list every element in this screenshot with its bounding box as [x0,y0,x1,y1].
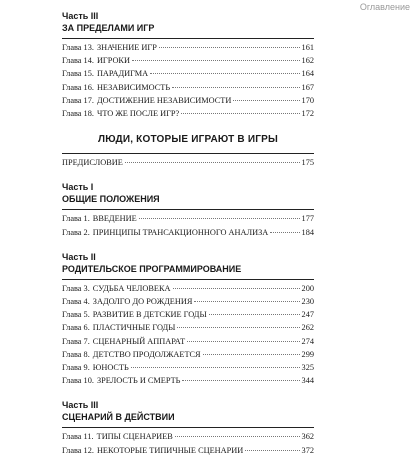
part-3a-section [62,10,314,120]
divider [62,209,314,210]
page-number: 344 [301,376,314,386]
leader-dots [233,100,299,101]
chapter-title: ЗАДОЛГО ДО РОЖДЕНИЯ [92,297,193,307]
chapter-number: Глава 2. [62,227,90,237]
toc-entry[interactable] [62,295,314,308]
toc-entry[interactable] [62,361,314,374]
part-title: ЗА ПРЕДЕЛАМИ ИГР [62,23,155,33]
chapter-title: ЗНАЧЕНИЕ ИГР [96,43,157,52]
part-label: Часть I [62,182,94,193]
toc-entry[interactable] [62,81,314,94]
leader-dots [177,327,299,328]
chapter-number: Глава 13. [62,43,94,52]
chapter-title: ПАРАДИГМА [96,69,149,79]
chapter-number: Глава 1. [62,214,90,224]
chapter-title: ЮНОСТЬ [92,363,129,373]
page-number: 247 [301,310,314,320]
part-title: ОБЩИЕ ПОЛОЖЕНИЯ [62,194,160,205]
toc-entry[interactable] [62,308,314,321]
part-label: Часть III [62,400,99,411]
divider [62,427,314,428]
chapter-number: Глава 8. [62,349,90,359]
chapter-title: НЕКОТОРЫЕ ТИПИЧНЫЕ СЦЕНАРИИ [96,445,244,455]
chapter-number: Глава 10. [62,376,94,386]
leader-dots [270,232,299,233]
leader-dots [187,341,299,342]
leader-dots [125,162,300,163]
chapter-title: ДЕТСТВО ПРОДОЛЖАЕТСЯ [92,349,201,359]
page-number: 372 [301,445,314,455]
page-number: 184 [301,227,314,237]
leader-dots [159,47,300,48]
toc-entry[interactable] [62,430,314,443]
chapter-number: Глава 17. [62,95,94,105]
toc-entry[interactable] [62,67,314,80]
preface-title: ПРЕДИСЛОВИЕ [62,158,123,168]
leader-dots [194,301,299,302]
page-number: 230 [301,297,314,307]
chapter-number: Глава 16. [62,82,94,92]
leader-dots [150,73,299,74]
page-number: 262 [301,323,314,333]
leader-dots [175,436,300,437]
toc-entry[interactable] [62,41,314,54]
chapter-number: Глава 15. [62,69,94,79]
toc-page [62,10,314,457]
page-number: 177 [301,214,314,224]
chapter-number: Глава 18. [62,109,94,119]
chapter-number: Глава 14. [62,56,94,66]
leader-dots [181,113,299,114]
chapter-title: ПРИНЦИПЫ ТРАНСАКЦИОННОГО АНАЛИЗА [92,227,269,237]
part-2-section [62,251,314,388]
toc-entry[interactable] [62,321,314,334]
leader-dots [139,218,300,219]
leader-dots [172,87,299,88]
chapter-title: ТИПЫ СЦЕНАРИЕВ [96,432,173,442]
page-number: 172 [301,109,314,119]
leader-dots [131,367,300,368]
leader-dots [173,288,300,289]
divider [62,38,314,39]
chapter-title: ИГРОКИ [96,56,130,66]
chapter-title: ЧТО ЖЕ ПОСЛЕ ИГР? [96,109,180,119]
leader-dots [203,354,300,355]
chapter-number: Глава 6. [62,323,90,333]
chapter-title: ВВЕДЕНИЕ [92,214,137,224]
chapter-number: Глава 5. [62,310,90,320]
chapter-number: Глава 3. [62,283,90,293]
leader-dots [132,60,300,61]
page-number: 200 [301,283,314,293]
chapter-number: Глава 9. [62,363,90,373]
chapter-title: НЕЗАВИСИМОСТЬ [96,82,171,92]
toc-entry[interactable] [62,226,314,239]
part-title: СЦЕНАРИЙ В ДЕЙСТВИИ [62,412,175,423]
page-number: 164 [301,69,314,79]
part-3b-section [62,399,314,456]
chapter-title: ЗРЕЛОСТЬ И СМЕРТЬ [96,376,181,386]
page-number: 162 [301,56,314,66]
toc-entry[interactable] [62,212,314,225]
chapter-number: Глава 11. [62,432,94,442]
toc-entry[interactable] [62,94,314,107]
toc-entry[interactable] [62,107,314,120]
leader-dots [182,380,299,381]
part-title: РОДИТЕЛЬСКОЕ ПРОГРАММИРОВАНИЕ [62,263,242,274]
page-number: 299 [301,349,314,359]
leader-dots [245,450,299,451]
chapter-title: ДОСТИЖЕНИЕ НЕЗАВИСИМОСТИ [96,95,232,105]
divider [62,153,314,154]
chapter-number: Глава 4. [62,297,90,307]
page-number: 170 [301,95,314,105]
part-label: Часть II [62,251,96,262]
toc-entry[interactable] [62,348,314,361]
part-1-section [62,181,314,238]
page-number: 167 [301,82,314,92]
page-number: 362 [301,432,314,442]
toc-entry[interactable] [62,282,314,295]
chapter-title: СУДЬБА ЧЕЛОВЕКА [92,283,171,293]
page-number: 161 [301,43,314,52]
toc-entry[interactable] [62,54,314,67]
chapter-title: СЦЕНАРНЫЙ АППАРАТ [92,336,186,346]
toc-entry-preface[interactable] [62,156,314,169]
toc-entry[interactable] [62,444,314,457]
leader-dots [209,314,300,315]
page-number: 175 [301,158,314,168]
chapter-title: ПЛАСТИЧНЫЕ ГОДЫ [92,323,176,333]
book-title: ЛЮДИ, КОТОРЫЕ ИГРАЮТ В ИГРЫ [98,134,278,146]
page-number: 325 [301,363,314,373]
divider [62,279,314,280]
chapter-title: РАЗВИТИЕ В ДЕТСКИЕ ГОДЫ [92,310,207,320]
chapter-number: Глава 7. [62,336,90,346]
part-label: Часть III [62,11,99,21]
toc-entry[interactable] [62,335,314,348]
page-number: 274 [301,336,314,346]
chapter-number: Глава 12. [62,445,94,455]
running-head: Оглавление [359,2,410,12]
toc-entry[interactable] [62,374,314,387]
